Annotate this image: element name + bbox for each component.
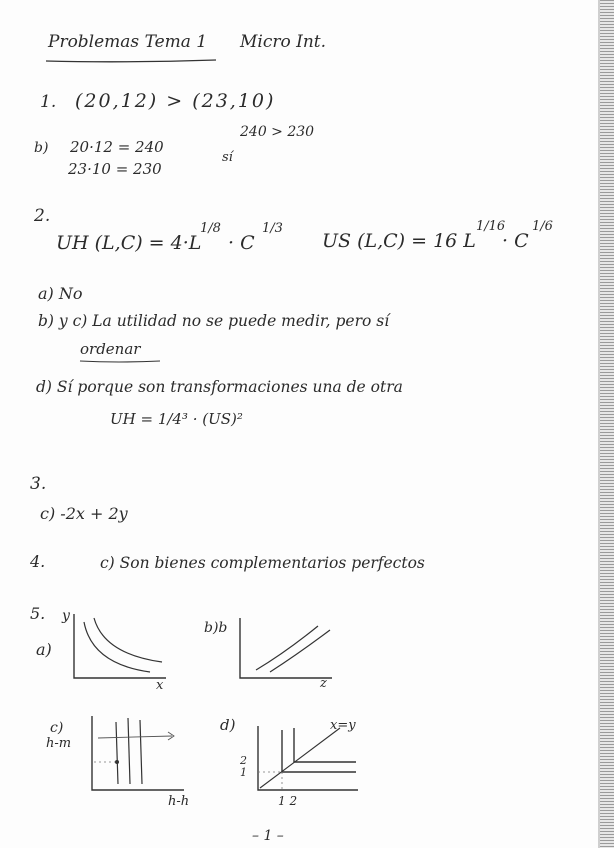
sketch-b-label: b)b <box>204 620 228 636</box>
problem-1-b-answer: sí <box>222 150 233 165</box>
sketch-a-y-label: y <box>62 608 70 624</box>
sketch-d-tick-2: 2 <box>240 754 247 767</box>
sketch-a-x-label: x <box>156 678 164 693</box>
header-subject: Micro Int. <box>240 32 327 52</box>
sketch-c-x-label: h-h <box>168 794 190 809</box>
utility-h-mid: · C <box>228 232 255 254</box>
sketch-d-l-shaped-curves <box>252 724 362 796</box>
utility-h-function: UH (L,C) = 4·L <box>56 232 202 254</box>
problem-2-d-line1: d) Sí porque son transformaciones una de otra <box>36 378 403 396</box>
utility-s-exponent-c: 1/6 <box>532 219 553 234</box>
utility-h-exponent-c: 1/3 <box>262 221 283 236</box>
problem-3-number: 3. <box>30 474 47 494</box>
problem-1-number: 1. <box>40 92 57 112</box>
problem-1-b-line2: 23·10 = 230 <box>68 160 162 178</box>
sketch-d-label: d) <box>220 716 236 734</box>
sketch-d-line-label: x=y <box>330 718 356 733</box>
problem-1-b-label: b) <box>34 140 49 156</box>
problem-2-bc-line2: ordenar <box>80 340 141 358</box>
problem-2-d-formula: UH = 1/4³ · (US)² <box>110 410 243 428</box>
problem-2-number: 2. <box>34 206 51 226</box>
sketch-c-label: c) <box>50 720 64 736</box>
problem-2-a-answer: a) No <box>38 284 83 303</box>
sketch-c-y-label: h-m <box>46 736 72 751</box>
ordenar-underline <box>78 359 163 364</box>
sketch-a-label: a) <box>36 640 52 659</box>
sketch-b-indifference-curves <box>236 616 336 684</box>
scanner-edge-shadow <box>598 0 600 848</box>
problem-1-b-line1: 20·12 = 240 <box>70 138 164 156</box>
sketch-d-tick-1: 1 <box>240 766 247 779</box>
problem-1-b-compare: 240 > 230 <box>240 124 315 140</box>
problem-1-statement: (20,12) > (23,10) <box>75 90 276 112</box>
problem-4-answer: c) Son bienes complementarios perfectos <box>100 554 425 572</box>
page-number: – 1 – <box>252 828 284 844</box>
problem-3-answer: c) -2x + 2y <box>40 504 128 523</box>
sketch-a-indifference-curves <box>70 612 170 684</box>
header-title: Problemas Tema 1 <box>48 32 208 52</box>
header-underline <box>44 58 219 64</box>
problem-2-bc-line1: b) y c) La utilidad no se puede medir, pero sí <box>38 312 390 330</box>
problem-4-number: 4. <box>30 552 46 571</box>
sketch-d-x-ticks: 1 2 <box>278 794 298 808</box>
problem-5-number: 5. <box>30 604 46 623</box>
utility-s-exponent-l: 1/16 <box>476 219 506 234</box>
utility-s-function: US (L,C) = 16 L <box>322 230 476 252</box>
sketch-c-vertical-curves <box>88 714 188 796</box>
sketch-b-x-label: z <box>320 676 327 691</box>
utility-s-mid: · C <box>502 230 529 252</box>
utility-h-exponent-l: 1/8 <box>200 221 221 236</box>
scanner-edge <box>600 0 614 848</box>
